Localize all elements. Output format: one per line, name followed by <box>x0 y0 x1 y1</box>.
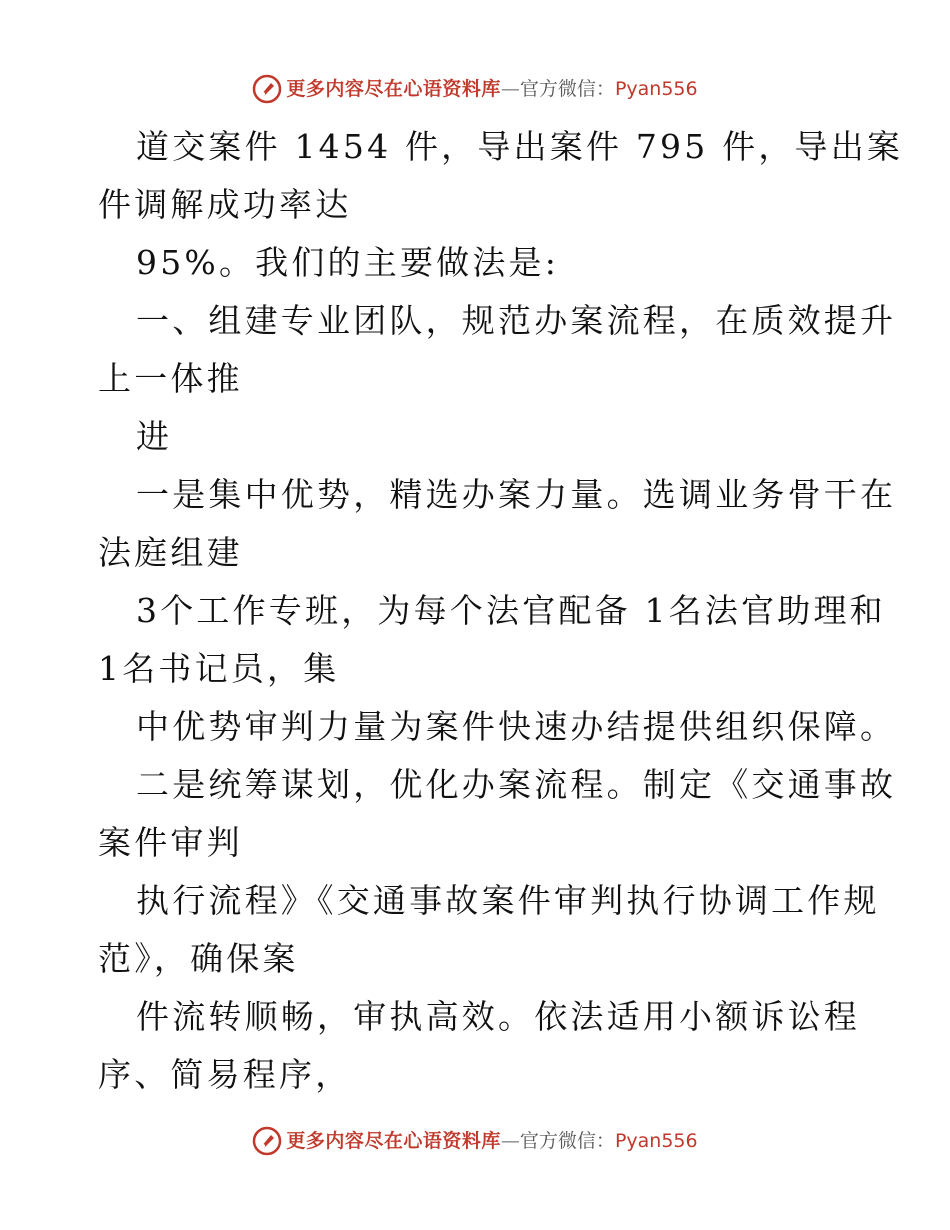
watermark-wechat-id: Pyan556 <box>614 1130 698 1152</box>
watermark-wechat-label: 官方微信： <box>519 78 615 100</box>
footer-watermark <box>0 1126 950 1156</box>
watermark-wechat-label: 官方微信： <box>519 1130 615 1152</box>
watermark-wechat-id: Pyan556 <box>614 78 698 100</box>
text-line: 范》，确保案 <box>98 939 299 978</box>
text-line: 中优势审判力量为案件快速办结提供组织保障。 <box>136 707 897 746</box>
watermark-dash: — <box>500 78 520 100</box>
text-line: 件流转顺畅，审执高效。依法适用小额诉讼程 <box>136 997 860 1036</box>
text-line: 3个工作专班，为每个法官配备 1名法官助理和 <box>136 591 886 630</box>
watermark-main-text: 更多内容尽在心语资料库 <box>286 78 501 100</box>
section-heading-cont: 上一体推 <box>98 359 243 398</box>
text-line: 序、简易程序， <box>98 1055 352 1094</box>
pen-nib-logo-icon <box>252 74 282 104</box>
section-heading: 一、组建专业团队，规范办案流程，在质效提升 <box>136 301 897 340</box>
text-line: 道交案件 1454 件，导出案件 795 件，导出案 <box>136 127 904 166</box>
watermark-main-text: 更多内容尽在心语资料库 <box>286 1130 501 1152</box>
section-heading-cont: 进 <box>136 417 173 456</box>
text-line: 1名书记员，集 <box>98 649 340 688</box>
text-line: 法庭组建 <box>98 533 243 572</box>
watermark-dash: — <box>500 1130 520 1152</box>
text-line: 一是集中优势，精选办案力量。选调业务骨干在 <box>136 475 897 514</box>
document-body <box>98 118 904 1104</box>
text-line: 95%。我们的主要做法是: <box>136 243 560 282</box>
text-line: 案件审判 <box>98 823 243 862</box>
header-watermark <box>0 74 950 104</box>
text-line: 执行流程》《交通事故案件审判执行协调工作规 <box>136 881 880 920</box>
text-line: 二是统筹谋划，优化办案流程。制定《交通事故 <box>136 765 897 804</box>
pen-nib-logo-icon <box>252 1126 282 1156</box>
text-line: 件调解成功率达 <box>98 185 352 224</box>
